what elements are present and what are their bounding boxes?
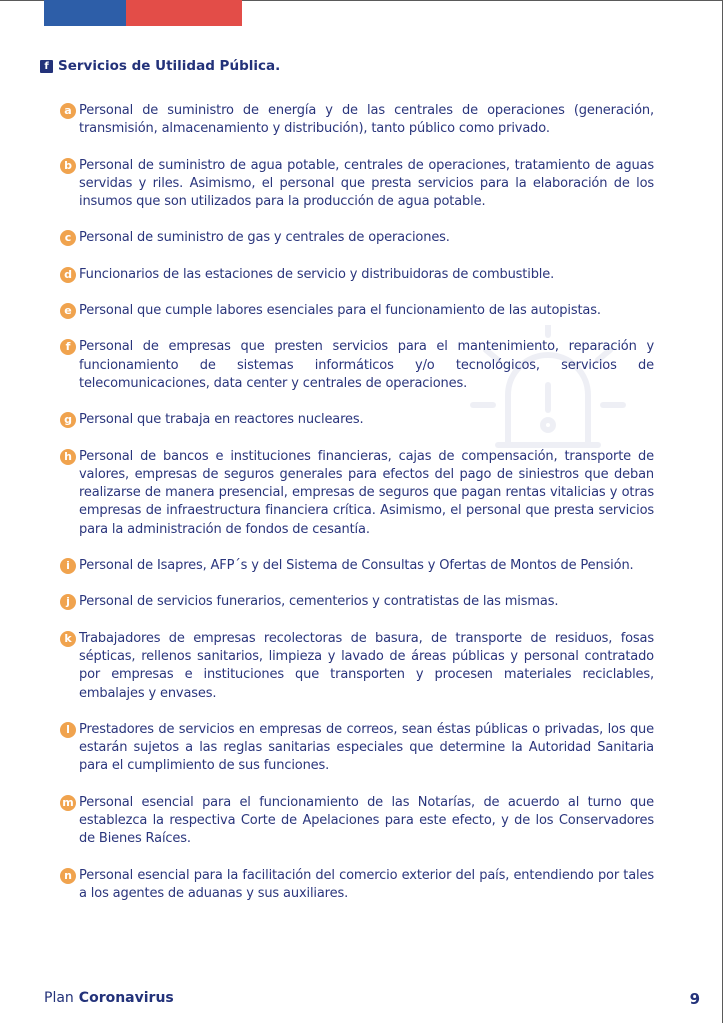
letter-badge: n — [60, 868, 76, 884]
letter-badge: l — [60, 722, 76, 738]
square-info-icon: f — [40, 60, 53, 73]
item-text: Personal de suministro de agua potable, centrales de operaciones, tratamiento de aguas servidas y riles. Asimismo, el personal que presta servicios para la elaboración de los insumos que son utilizados para la producción de agua potable. — [79, 157, 654, 210]
item-text: Personal que cumple labores esenciales para el funcionamiento de las autopistas. — [79, 303, 601, 319]
list-item — [60, 157, 654, 212]
letter-badge: m — [60, 795, 76, 811]
section-title-text: Servicios de Utilidad Pública. — [58, 58, 281, 74]
letter-badge: a — [60, 103, 76, 119]
footer-brand-light: Plan — [44, 990, 74, 1006]
item-text: Personal esencial para el funcionamiento de las Notarías, de acuerdo al turno que establezca la respectiva Corte de Apelaciones para este efecto, y de los Conservadores de Bienes Raíces. — [79, 794, 654, 847]
section-title — [40, 58, 280, 74]
footer-brand — [44, 990, 174, 1006]
list-item — [60, 794, 654, 849]
list-item — [60, 411, 654, 429]
letter-badge: h — [60, 449, 76, 465]
item-text: Personal esencial para la facilitación del comercio exterior del país, entendiendo por tales a los agentes de aduanas y sus auxiliares. — [79, 867, 654, 901]
item-text: Personal de empresas que presten servicios para el mantenimiento, reparación y funcionamiento de sistemas informáticos y/o tecnológicos, servicios de telecomunicaciones, data center y centrales de operaciones. — [79, 339, 654, 391]
flag-stripe-blue — [44, 0, 126, 26]
letter-badge: b — [60, 158, 76, 174]
service-list — [60, 102, 654, 921]
letter-badge: d — [60, 267, 76, 283]
list-item — [60, 229, 654, 247]
item-text: Personal de suministro de gas y centrales de operaciones. — [79, 230, 450, 246]
item-text: Personal de bancos e instituciones financieras, cajas de compensación, transporte de valores, empresas de seguros generales para efectos del pago de siniestros que deban realizarse de manera presencial, empresas de seguros que pagan rentas vitalicias y otras empresas de infraestructura financiera crítica. Asimismo, el personal que presta servicios para la administración de fondos de cesantía. — [79, 448, 654, 537]
item-text: Funcionarios de las estaciones de servicio y distribuidoras de combustible. — [79, 266, 555, 282]
letter-badge: c — [60, 230, 76, 246]
letter-badge: f — [60, 339, 76, 355]
list-item — [60, 721, 654, 776]
letter-badge: j — [60, 594, 76, 610]
list-item — [60, 266, 654, 284]
flag-stripe — [44, 0, 242, 26]
footer-brand-bold: Coronavirus — [78, 990, 174, 1006]
list-item — [60, 867, 654, 904]
letter-badge: k — [60, 631, 76, 647]
letter-badge: e — [60, 303, 76, 319]
page-number: 9 — [689, 990, 700, 1008]
list-item — [60, 338, 654, 393]
list-item — [60, 102, 654, 139]
letter-badge: g — [60, 412, 76, 428]
item-text: Personal de servicios funerarios, cementerios y contratistas de las mismas. — [79, 594, 559, 610]
item-text: Personal de Isapres, AFP´s y del Sistema de Consultas y Ofertas de Montos de Pensión. — [79, 558, 634, 574]
item-text: Personal de suministro de energía y de las centrales de operaciones (generación, transmisión, almacenamiento y distribución), tanto público como privado. — [79, 103, 654, 137]
item-text: Personal que trabaja en reactores nucleares. — [79, 412, 364, 428]
letter-badge: i — [60, 558, 76, 574]
list-item — [60, 448, 654, 539]
list-item — [60, 593, 654, 611]
list-item — [60, 302, 654, 320]
list-item — [60, 630, 654, 703]
flag-stripe-red — [126, 0, 242, 26]
item-text: Prestadores de servicios en empresas de correos, sean éstas públicas o privadas, los que estarán sujetos a las reglas sanitarias especiales que determine la Autoridad Sanitaria para el cumplimiento de sus funciones. — [79, 721, 654, 774]
list-item — [60, 557, 654, 575]
item-text: Trabajadores de empresas recolectoras de basura, de transporte de residuos, fosas sépticas, rellenos sanitarios, limpieza y lavado de áreas públicas y personal contratado por empresas e instituciones que transporten y procesen materiales reciclables, embalajes y envases. — [79, 630, 654, 701]
